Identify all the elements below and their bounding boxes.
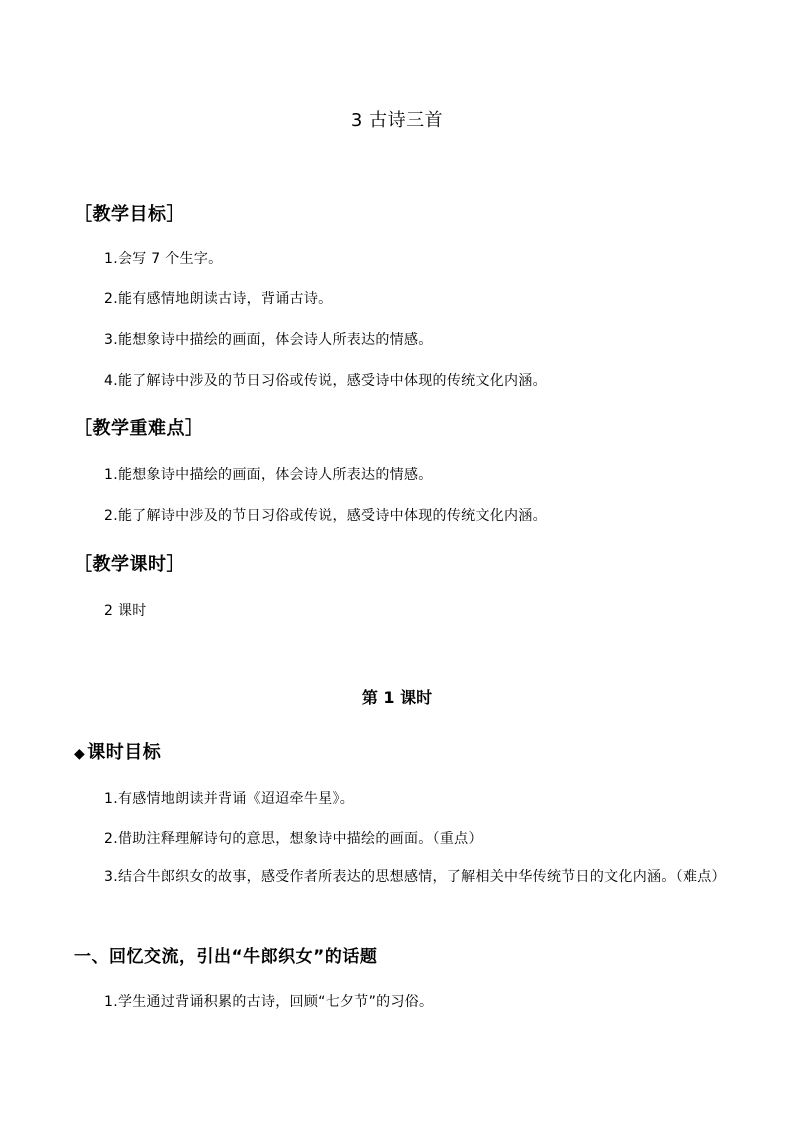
document-title: 3 古诗三首: [350, 110, 444, 131]
class-hours-value: 2 课时: [104, 603, 147, 619]
section-heading-key-difficulties: ［教学重难点］: [74, 418, 204, 439]
section-heading-teaching-goals: ［教学目标］: [74, 204, 185, 225]
lesson-goals-heading-text: 课时目标: [87, 742, 162, 763]
teaching-goal-item: 4.能了解诗中涉及的节日习俗或传说，感受诗中体现的传统文化内涵。: [104, 373, 547, 389]
part-one-item: 1.学生通过背诵积累的古诗，回顾“七夕节”的习俗。: [104, 994, 434, 1010]
key-difficulty-item: 1.能想象诗中描绘的画面，体会诗人所表达的情感。: [104, 467, 433, 483]
teaching-goal-item: 1.会写 7 个生字。: [104, 251, 223, 267]
key-difficulty-item: 2.能了解诗中涉及的节日习俗或传说，感受诗中体现的传统文化内涵。: [104, 508, 547, 524]
lesson-title: 第 1 课时: [361, 688, 433, 707]
lesson-goals-heading: [74, 738, 161, 764]
lesson-goal-item: 1.有感情地朗读并背诵《迢迢牵牛星》。: [104, 791, 355, 807]
section-heading-class-hours: ［教学课时］: [74, 554, 185, 575]
part-one-heading: 一、回忆交流，引出“牛郎织女”的话题: [74, 947, 378, 967]
teaching-goal-item: 2.能有感情地朗读古诗，背诵古诗。: [104, 291, 333, 307]
diamond-icon: ◆: [74, 746, 86, 762]
teaching-goal-item: 3.能想象诗中描绘的画面，体会诗人所表达的情感。: [104, 332, 433, 348]
lesson-goal-item: 2.借助注释理解诗句的意思，想象诗中描绘的画面。（重点）: [104, 831, 483, 847]
lesson-goal-item: 3.结合牛郎织女的故事，感受作者所表达的思想感情，了解相关中华传统节日的文化内涵。（难点）: [104, 869, 726, 885]
